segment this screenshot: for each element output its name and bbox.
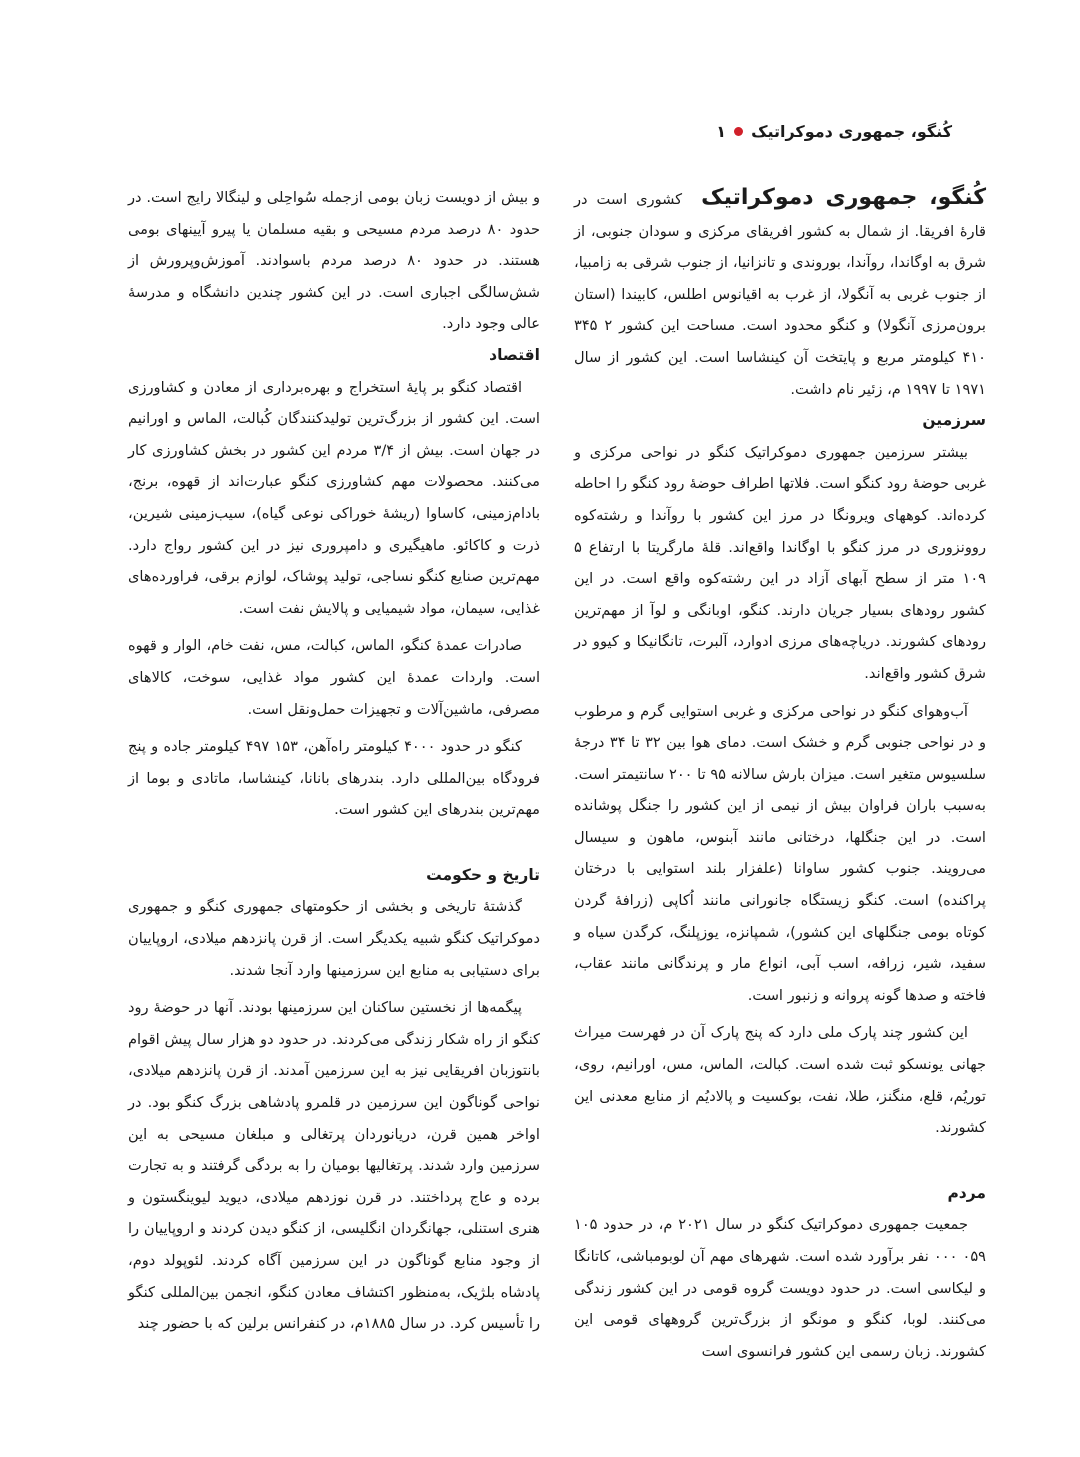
economy-paragraph-3: کنگو در حدود ۴۰۰۰ کیلومتر راه‌آهن، ۱۵۳ ۴۹۷ کیلومتر جاده و پنج فرودگاه بین‌المللی دارد. بندرهای بانانا، کینشاسا، ماتادی و بوما از مهم‌ترین بندرهای این کشور است. [128, 738, 540, 819]
land-paragraph-2: آب‌وهوای کنگو در نواحی مرکزی و غربی استوایی گرم و مرطوب و در نواحی جنوبی گرم و خشک است. دمای هوا بین ۳۲ تا ۳۴ درجهٔ سلسیوس متغیر است. میزان بارش سالانه ۹۵ تا ۲۰۰ سانتیمتر است. به‌سبب باران فراوان بیش از نیمی از این کشور را جنگل پوشانده است. در این جنگلها، درختانی مانند آبنوس، ماهون و سیسال می‌رویند. جنوب کشور ساوانا (علفزار بلند استوایی با درختان پراکنده) است. کنگو زیستگاه جانورانی مانند اُکاپی (زرافهٔ گردن کوتاه بومی جنگلهای این کشور)، شمپانزه، یوزپلنگ، کرگدن سیاه و سفید، شیر، زرافه، اسب آبی، انواع مار و پرندگانی مانند عقاب، فاخته و صدها گونه پروانه و زنبور است. [574, 702, 987, 1004]
people-paragraph-1: جمعیت جمهوری دموکراتیک کنگو در سال ۲۰۲۱ م، در حدود ۱۰۵ ۰۵۹ ۰۰۰ نفر برآورد شده است. شهرهای مهم آن لوبومباشی، کاتانگا و لیکاسی است. در حدود دویست گروه قومی در این کشور زندگی می‌کنند. لوبا، کنگو و مونگو از بزرگ‌ترین گروههای قومی این کشورند. زبان رسمی این کشور فرانسوی است [574, 1216, 986, 1360]
running-title: کُنگو، جمهوری دموکراتیک [751, 122, 952, 141]
history-paragraph-1: گذشتهٔ تاریخی و بخشی از حکومتهای جمهوری کنگو و جمهوری دموکراتیک کنگو شبیه یکدیگر است. از قرن پانزدهم میلادی، اروپاییان برای دستیابی به منابع این سرزمینها وارد آنجا شدند. [128, 898, 540, 979]
heading-people: مردم [947, 1183, 986, 1202]
running-head [500, 122, 952, 141]
right-column [574, 182, 986, 1367]
heading-history: تاریخ و حکومت [426, 865, 540, 884]
economy-paragraph-1: اقتصاد کنگو بر پایهٔ استخراج و بهره‌برداری از معادن و کشاورزی است. این کشور از بزرگ‌ترین تولیدکنندگان کُبالت، الماس و اورانیم در جهان است. بیش از ۳/۴ مردم این کشور در بخش کشاورزی کار می‌کنند. محصولات مهم کشاورزی کنگو عبارت‌اند از قهوه، برنج، بادام‌زمینی، کاساوا (ریشهٔ خوراکی نوعی گیاه)، سیب‌زمینی شیرین، ذرت و کاکائو. ماهیگیری و دامپروری نیز در این کشور رواج دارد. مهم‌ترین صنایع کنگو نساجی، تولید پوشاک، لوازم برقی، فراورده‌های غذایی، سیمان، مواد شیمیایی و پالایش نفت است. [128, 378, 540, 617]
bullet-dot-icon [734, 127, 743, 136]
people-continued-paragraph: و بیش از دویست زبان بومی ازجمله سُواحِلی و لینگالا رایج است. در حدود ۸۰ درصد مردم مسیحی و بقیه مسلمان یا پیرو آیینهای بومی هستند. در حدود ۸۰ درصد مردم باسوادند. آموزش‌وپرورش از شش‌سالگی اجباری است. در این کشور چندین دانشگاه و مدرسهٔ عالی وجود دارد. [128, 189, 540, 333]
economy-paragraph-2: صادرات عمدهٔ کنگو، الماس، کبالت، مس، نفت خام، الوار و قهوه است. واردات عمدهٔ این کشور مواد غذایی، سوخت، کالاهای مصرفی، ماشین‌آلات و تجهیزات حمل‌ونقل است. [128, 637, 540, 718]
entry-intro-paragraph [574, 182, 986, 405]
history-paragraph-2: پیگمه‌ها از نخستین ساکنان این سرزمینها بودند. آنها در حوضهٔ رود کنگو از راه شکار زندگی می‌کردند. در حدود دو هزار سال پیش اقوام بانتوزبان افریقایی نیز به این سرزمین آمدند. از قرن پانزدهم میلادی، نواحی گوناگون این سرزمین در قلمرو پادشاهی بزرگ کنگو بود. در اواخر همین قرن، دریانوردان پرتغالی و مبلغان مسیحی به این سرزمین وارد شدند. پرتغالیها بومیان را به بردگی گرفتند و به تجارت برده و عاج پرداختند. در قرن نوزدهم میلادی، دیوید لیوینگستون و هنری استنلی، جهانگردان انگلیسی، از کنگو دیدن کردند و اروپاییان را از وجود منابع گوناگون در این سرزمین آگاه کردند. لئوپولد دوم، پادشاه بلژیک، به‌منظور اکتشاف معادن کنگو، انجمن بین‌المللی کنگو را تأسیس کرد. در سال ۱۸۸۵م، در کنفرانس برلین که با حضور چند [128, 999, 540, 1333]
page-number: ۱ [716, 122, 727, 141]
land-paragraph-1: بیشتر سرزمین جمهوری دموکراتیک کنگو در نواحی مرکزی و غربی حوضهٔ رود کنگو است. فلاتها اطراف حوضهٔ رود کنگو را احاطه کرده‌اند. کوههای ویرونگا در مرز این کشور با روآندا و رشته‌کوه روونزوری در مرز کنگو با اوگاندا واقع‌اند. قلهٔ مارگریتا با ارتفاع ۵ ۱۰۹ متر از سطح آبهای آزاد در این رشته‌کوه واقع است. در این کشور رودهای بسیار جریان دارند. کنگو، اوبانگی و لوآ از مهم‌ترین رودهای کشورند. دریاچه‌های مرزی ادوارد، آلبرت، تانگانیکا و کیوو در شرق کشور واقع‌اند. [574, 443, 986, 682]
entry-title: کُنگو، جمهوری دموکراتیک [701, 185, 987, 210]
left-column [128, 182, 540, 1340]
heading-land: سرزمین [922, 411, 986, 430]
heading-economy: اقتصاد [489, 345, 540, 364]
entry-intro-text: کشوری است در قارهٔ افریقا. از شمال به کشور افریقای مرکزی و سودان جنوبی، از شرق به اوگاندا، روآندا، بوروندی و تانزانیا، از جنوب شرقی به زامبیا، از جنوب غربی به آنگولا، از غرب به اقیانوس اطلس، کابیندا (استان برون‌مرزی آنگولا) و کنگو محدود است. مساحت این کشور ۲ ۳۴۵ ۴۱۰ کیلومتر مربع و پایتخت آن کینشاسا است. این کشور از سال ۱۹۷۱ تا ۱۹۹۷ م، زئیر نام داشت. [574, 191, 986, 398]
land-paragraph-3: این کشور چند پارک ملی دارد که پنج پارک آن در فهرست میراث جهانی یونسکو ثبت شده است. کبالت، الماس، مس، اورانیم، روی، توریُم، قلع، منگنز، طلا، نفت، بوکسیت و پالادیُم از منابع معدنی این کشورند. [574, 1024, 986, 1137]
